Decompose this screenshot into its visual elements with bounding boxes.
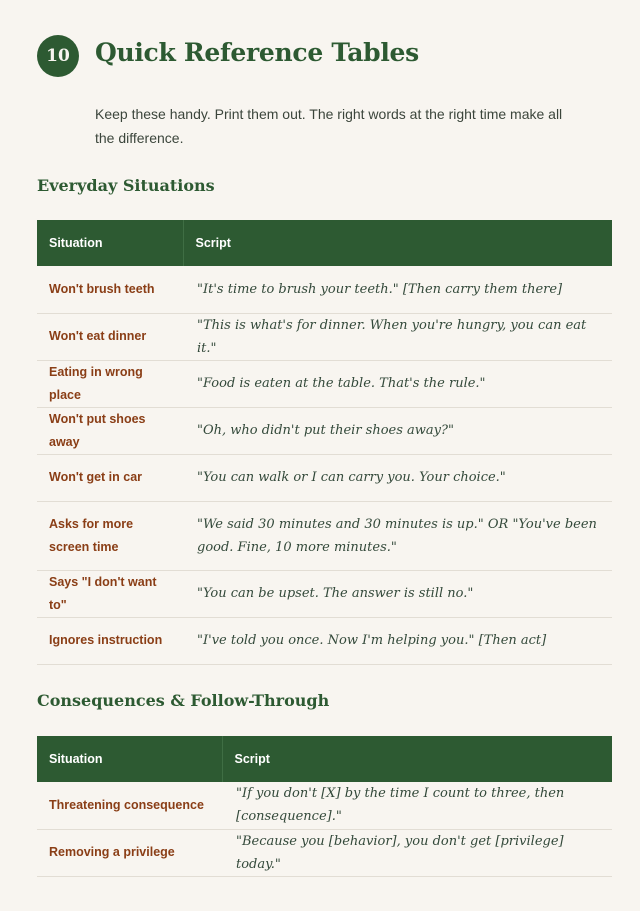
situation-cell: Says "I don't want to" (37, 570, 183, 617)
chapter-title: Quick Reference Tables (95, 38, 419, 67)
script-cell: "Oh, who didn't put their shoes away?" (183, 407, 612, 454)
situation-cell: Removing a privilege (37, 829, 222, 876)
situation-cell: Won't get in car (37, 454, 183, 501)
chapter-number-badge (37, 35, 79, 77)
script-cell: "It's time to brush your teeth." [Then carry them there] (183, 266, 612, 313)
script-cell: "This is what's for dinner. When you're hungry, you can eat it." (183, 313, 612, 360)
table-row (37, 407, 612, 454)
section-heading-everyday: Everyday Situations (37, 176, 215, 195)
table-row (37, 501, 612, 570)
table-row (37, 360, 612, 407)
situation-cell: Won't put shoes away (37, 407, 183, 454)
table-row (37, 829, 612, 876)
situation-cell: Won't eat dinner (37, 313, 183, 360)
chapter-number: 10 (46, 46, 70, 66)
script-cell: "We said 30 minutes and 30 minutes is up." OR "You've been good. Fine, 10 more minutes." (183, 501, 612, 570)
table-row (37, 782, 612, 829)
column-header-situation: Situation (49, 236, 103, 250)
script-cell: "Because you [behavior], you don't get [privilege] today." (222, 829, 612, 876)
table-row (37, 570, 612, 617)
situation-cell: Asks for more screen time (37, 501, 183, 570)
script-cell: "You can walk or I can carry you. Your choice." (183, 454, 612, 501)
situation-cell: Won't brush teeth (37, 266, 183, 313)
script-cell: "If you don't [X] by the time I count to three, then [consequence]." (222, 782, 612, 829)
column-header-situation: Situation (49, 752, 103, 766)
table-header-row (37, 220, 612, 266)
table-row (37, 454, 612, 501)
column-header-script: Script (222, 736, 612, 782)
situation-cell: Threatening consequence (37, 782, 222, 829)
consequences-table (37, 736, 612, 877)
chapter-intro: Keep these handy. Print them out. The right words at the right time make all the difference. (95, 106, 563, 146)
situation-cell: Ignores instruction (37, 617, 183, 664)
script-cell: "You can be upset. The answer is still no." (183, 570, 612, 617)
situation-cell: Eating in wrong place (37, 360, 183, 407)
table-row (37, 266, 612, 313)
script-cell: "I've told you once. Now I'm helping you." [Then act] (183, 617, 612, 664)
script-cell: "Food is eaten at the table. That's the rule." (183, 360, 612, 407)
table-header-row (37, 736, 612, 782)
table-row (37, 313, 612, 360)
table-row (37, 617, 612, 664)
section-heading-consequences: Consequences & Follow-Through (37, 691, 330, 710)
column-header-script: Script (183, 220, 612, 266)
everyday-situations-table (37, 220, 612, 665)
